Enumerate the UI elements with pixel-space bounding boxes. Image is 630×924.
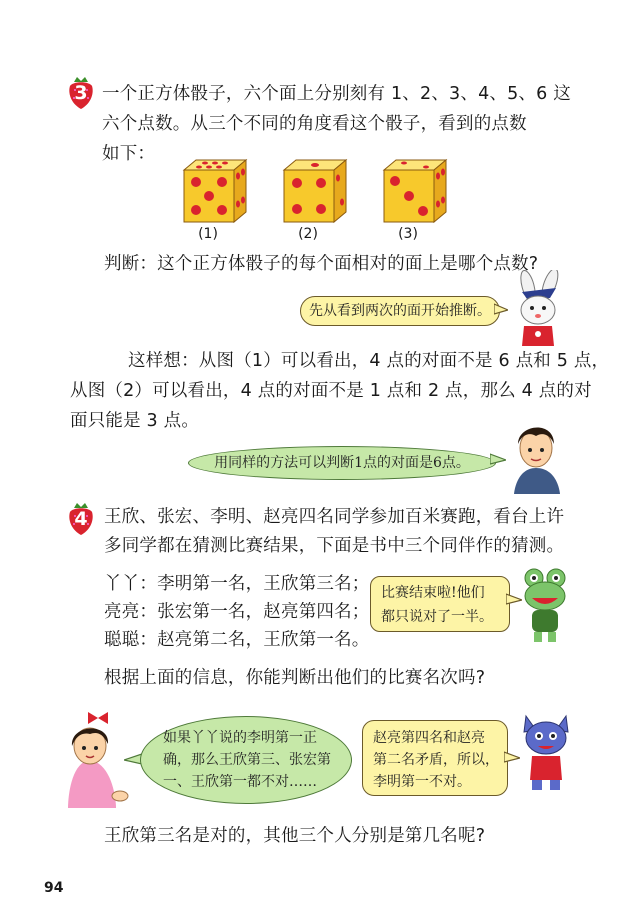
frog-character-icon (520, 566, 570, 646)
die-3-image (380, 156, 450, 224)
die-2-image (280, 156, 350, 224)
problem-4-final-question: 王欣第三名是对的，其他三个人分别是第几名呢? (104, 826, 486, 846)
problem-4-line-2: 多同学都在猜测比赛结果，下面是书中三个同伴作的猜测。 (104, 536, 565, 556)
frog-bubble-line-2: 都只说对了一半。 (381, 609, 493, 625)
problem-4-line-1: 王欣、张宏、李明、赵亮四名同学参加百米赛跑，看台上许 (104, 507, 565, 527)
girl-bubble-line-2: 确，那么王欣第三、张宏第 (163, 752, 331, 768)
guess-liangliang: 亮亮：张宏第一名，赵亮第四名； (104, 602, 370, 622)
frog-bubble (370, 576, 510, 632)
die-2-label: (2) (298, 226, 318, 242)
guess-yaya: 丫丫：李明第一名，王欣第三名； (104, 574, 370, 594)
problem-number: 3 (74, 82, 88, 104)
bubble-tail-icon (490, 452, 506, 466)
cat-character-icon (518, 712, 574, 792)
cat-bubble (362, 720, 508, 796)
problem-3-badge (66, 76, 96, 110)
page-number: 94 (44, 880, 64, 896)
cat-bubble-line-1: 赵亮第四名和赵亮 (373, 730, 485, 746)
problem-3-line-1: 一个正方体骰子，六个面上分别刻有 1、2、3、4、5、6 这 (102, 84, 571, 104)
cat-bubble-line-2: 第二名矛盾，所以， (373, 752, 499, 768)
bubble-tail-icon (494, 302, 508, 316)
think-line-3: 面只能是 3 点。 (70, 411, 200, 431)
girl-bubble-line-3: 一、王欣第一都不对…… (163, 774, 317, 790)
problem-3-line-3: 如下： (102, 144, 156, 164)
girl-bubble-line-1: 如果丫丫说的李明第一正 (163, 730, 317, 746)
problem-4-question: 根据上面的信息，你能判断出他们的比赛名次吗? (104, 668, 486, 688)
frog-bubble-line-1: 比赛结束啦!他们 (381, 585, 485, 601)
guess-congcong: 聪聪：赵亮第二名，王欣第一名。 (104, 630, 370, 650)
rabbit-character-icon (508, 270, 570, 352)
problem-3-line-2: 六个点数。从三个不同的角度看这个骰子，看到的点数 (102, 114, 527, 134)
think-line-2: 从图（2）可以看出，4 点的对面不是 1 点和 2 点，那么 4 点的对 (70, 381, 592, 401)
cat-bubble-line-3: 李明第一不对。 (373, 774, 471, 790)
problem-4-badge (66, 502, 96, 536)
boy-bubble (188, 446, 496, 480)
boy-bubble-text: 用同样的方法可以判断1点的对面是6点。 (214, 455, 470, 471)
hint-bubble-text: 先从看到两次的面开始推断。 (309, 303, 491, 319)
die-1-image (180, 156, 250, 224)
hint-bubble (300, 296, 500, 326)
think-line-1: 这样想：从图（1）可以看出，4 点的对面不是 6 点和 5 点， (128, 351, 610, 371)
problem-number: 4 (74, 508, 88, 530)
boy-character-icon (506, 418, 568, 494)
girl-bubble (140, 716, 352, 804)
die-1-label: (1) (198, 226, 218, 242)
problem-3-question: 判断：这个正方体骰子的每个面相对的面上是哪个点数? (104, 254, 539, 274)
die-3-label: (3) (398, 226, 418, 242)
